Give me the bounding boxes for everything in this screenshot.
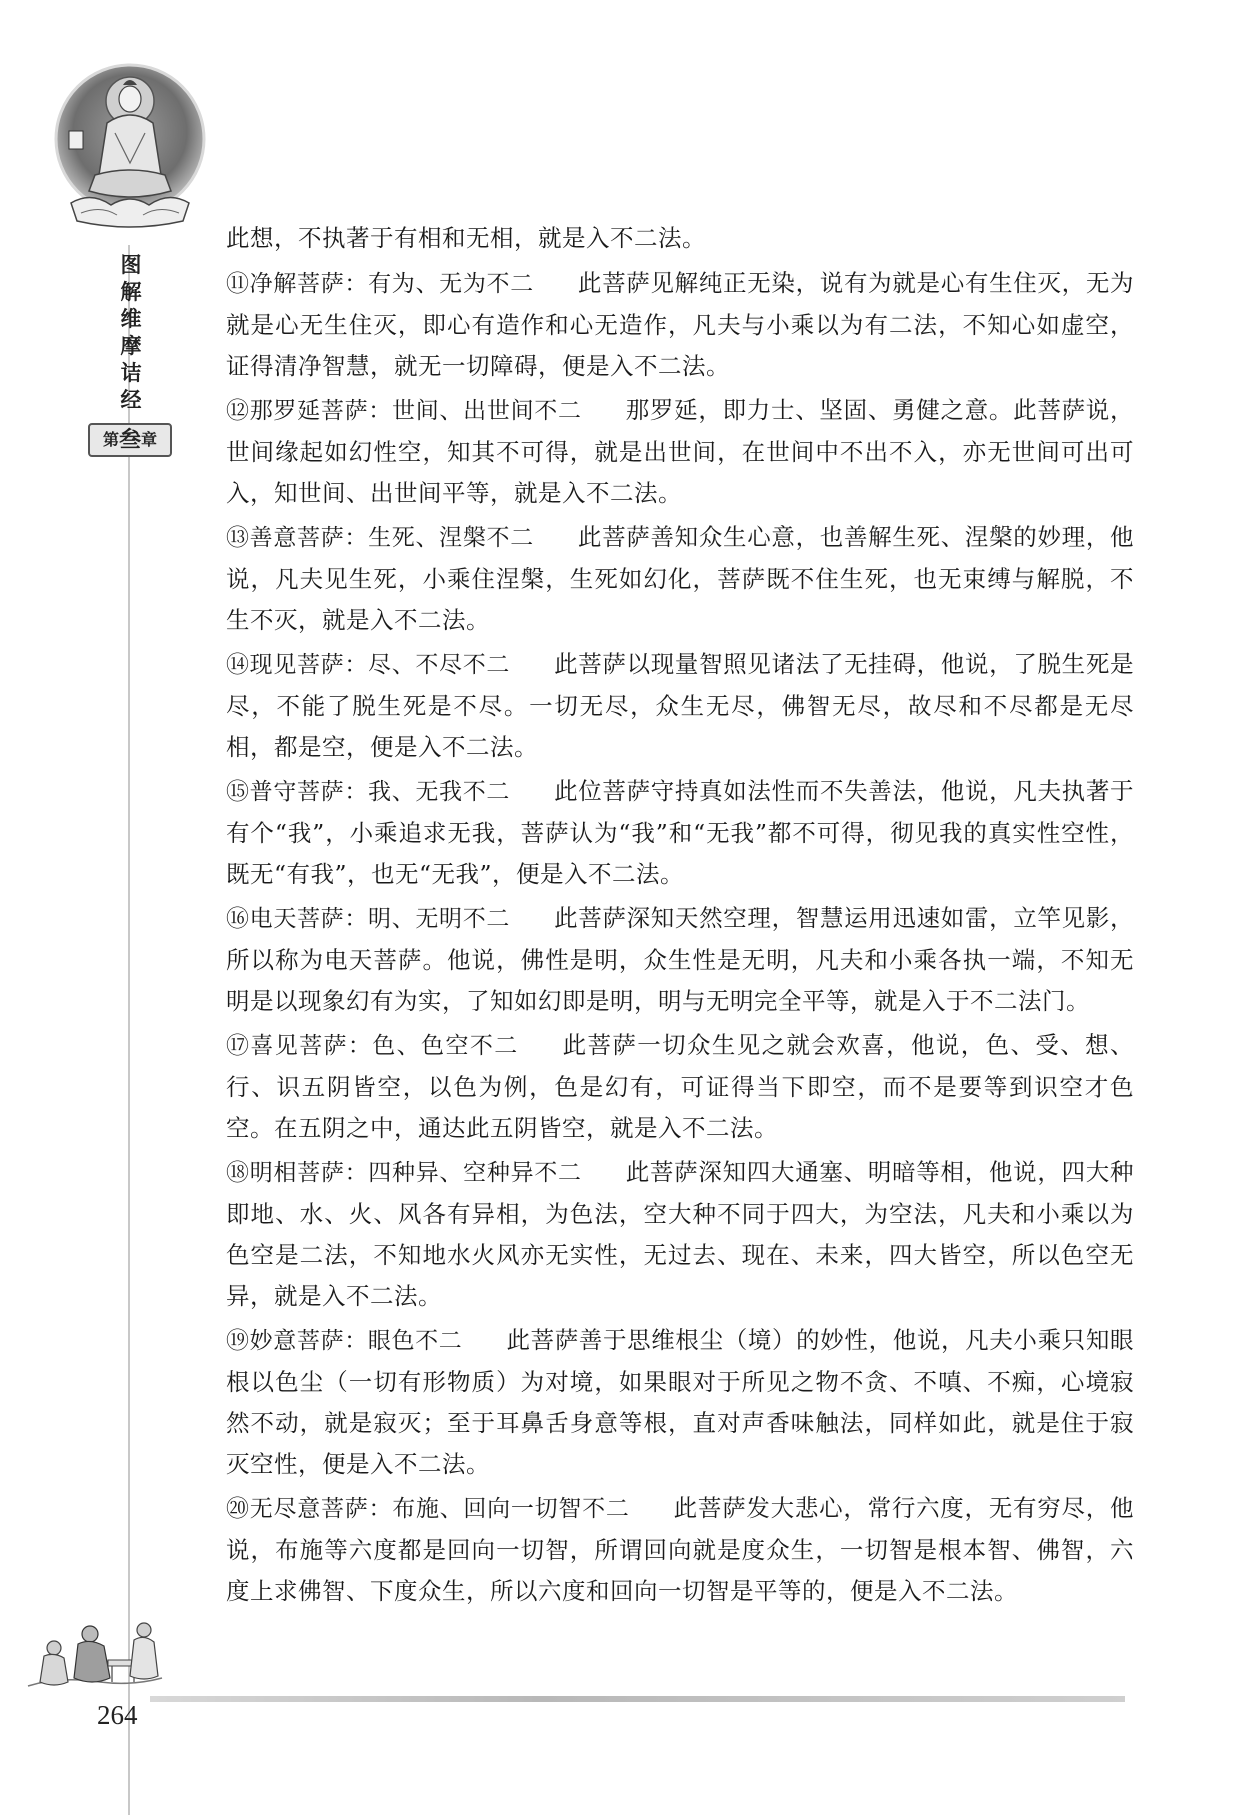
sidebar-rule [128,245,130,1815]
paragraph [226,218,1134,260]
paragraph [226,1320,1134,1485]
buddha-medallion-image [51,63,209,235]
paragraph-text: 此菩萨善知众生心意，也善解生死、涅槃的妙理，他说，凡夫见生死，小乘住涅槃，生死如幻化，菩萨既不住生死，也无束缚与解脱，不生不灭，就是入不二法。 [226,523,1135,634]
paragraph-text: 此位菩萨守持真如法性而不失善法，他说，凡夫执著于有个“我”，小乘追求无我，菩萨认为“我”和“无我”都不可得，彻见我的真实性空性，既无“有我”，也无“无我”，便是入不二法。 [226,777,1135,888]
paragraph [226,1025,1134,1149]
book-title-vertical [112,252,150,414]
chapter-prefix: 第 [102,430,119,449]
chapter-suffix: 章 [141,430,158,449]
paragraph [226,263,1134,387]
book-title-char: 维 [120,307,142,331]
paragraph-text: 此菩萨见解纯正无染，说有为就是心有生住灭，无为就是心无生住灭，即心有造作和心无造作，凡夫与小乘以为有二法，不知心如虚空，证得清净智慧，就无一切障碍，便是入不二法。 [226,269,1135,380]
paragraph-heading: ⑯电天菩萨：明、无明不二 [226,906,511,932]
book-title-char: 诘 [120,361,142,385]
footer-rule [150,1696,1125,1702]
paragraph-heading: ⑪净解菩萨：有为、无为不二 [226,271,534,297]
chapter-label [88,423,172,457]
paragraph-text: 此菩萨发大悲心，常行六度，无有穷尽，他说，布施等六度都是回向一切智，所谓回向就是度众生，一切智是根本智、佛智，六度上求佛智、下度众生，所以六度和回向一切智是平等的，便是入不二法。 [226,1494,1135,1605]
paragraph-text: 此想，不执著于有相和无相，就是入不二法。 [226,224,706,252]
paragraph-text: 此菩萨深知天然空理，智慧运用迅速如雷，立竿见影，所以称为电天菩萨。他说，佛性是明，众生性是无明，凡夫和小乘各执一端，不知无明是以现象幻有为实，了知如幻即是明，明与无明完全平等，就是入于不二法门。 [226,904,1135,1015]
book-title-char: 解 [120,280,142,304]
paragraph-heading: ⑲妙意菩萨：眼色不二 [226,1328,463,1354]
paragraph-text: 那罗延，即力士、坚固、勇健之意。此菩萨说，世间缘起如幻性空，知其不可得，就是出世间，在世间中不出不入，亦无世间可出可入，知世间、出世间平等，就是入不二法。 [226,396,1135,507]
paragraph-heading: ⑭现见菩萨：尽、不尽不二 [226,652,511,678]
paragraph-heading: ⑬善意菩萨：生死、涅槃不二 [226,525,534,551]
paragraph-heading: ⑱明相菩萨：四种异、空种异不二 [226,1160,582,1186]
paragraph-heading: ⑮普守菩萨：我、无我不二 [226,779,511,805]
paragraph-heading: ⑫那罗延菩萨：世间、出世间不二 [226,398,582,424]
book-title-char: 经 [120,388,142,412]
chapter-number: 叁 [118,428,141,453]
book-title-char: 图 [120,253,142,277]
paragraph-heading: ⑳无尽意菩萨：布施、回向一切智不二 [226,1496,630,1522]
paragraph [226,390,1134,514]
paragraph [226,771,1134,895]
paragraph-text: 此菩萨深知四大通塞、明暗等相，他说，四大种即地、水、火、风各有异相，为色法，空大种不同于四大，为空法，凡夫和小乘以为色空是二法，不知地水火风亦无实性，无过去、现在、未来，四大皆空，所以色空无异，就是入不二法。 [226,1158,1135,1310]
paragraph [226,898,1134,1022]
paragraph-text: 此菩萨以现量智照见诸法了无挂碍，他说，了脱生死是尽，不能了脱生死是不尽。一切无尽，众生无尽，佛智无尽，故尽和不尽都是无尽相，都是空，便是入不二法。 [226,650,1135,761]
body-text [226,218,1134,1615]
scholars-illustration [20,1590,170,1700]
book-title-char: 摩 [120,334,142,358]
paragraph-text: 此菩萨善于思维根尘（境）的妙性，他说，凡夫小乘只知眼根以色尘（一切有形物质）为对境，如果眼对于所见之物不贪、不嗔、不痴，心境寂然不动，就是寂灭；至于耳鼻舌身意等根，直对声香味触法，同样如此，就是住于寂灭空性，便是入不二法。 [226,1326,1135,1478]
paragraph-text: 此菩萨一切众生见之就会欢喜，他说，色、受、想、行、识五阴皆空，以色为例，色是幻有，可证得当下即空，而不是要等到识空才色空。在五阴之中，通达此五阴皆空，就是入不二法。 [226,1031,1135,1142]
paragraph [226,517,1134,641]
paragraph-heading: ⑰喜见菩萨：色、色空不二 [226,1033,519,1059]
paragraph [226,1488,1134,1612]
paragraph [226,644,1134,768]
paragraph [226,1152,1134,1317]
page-number: 264 [97,1700,138,1730]
